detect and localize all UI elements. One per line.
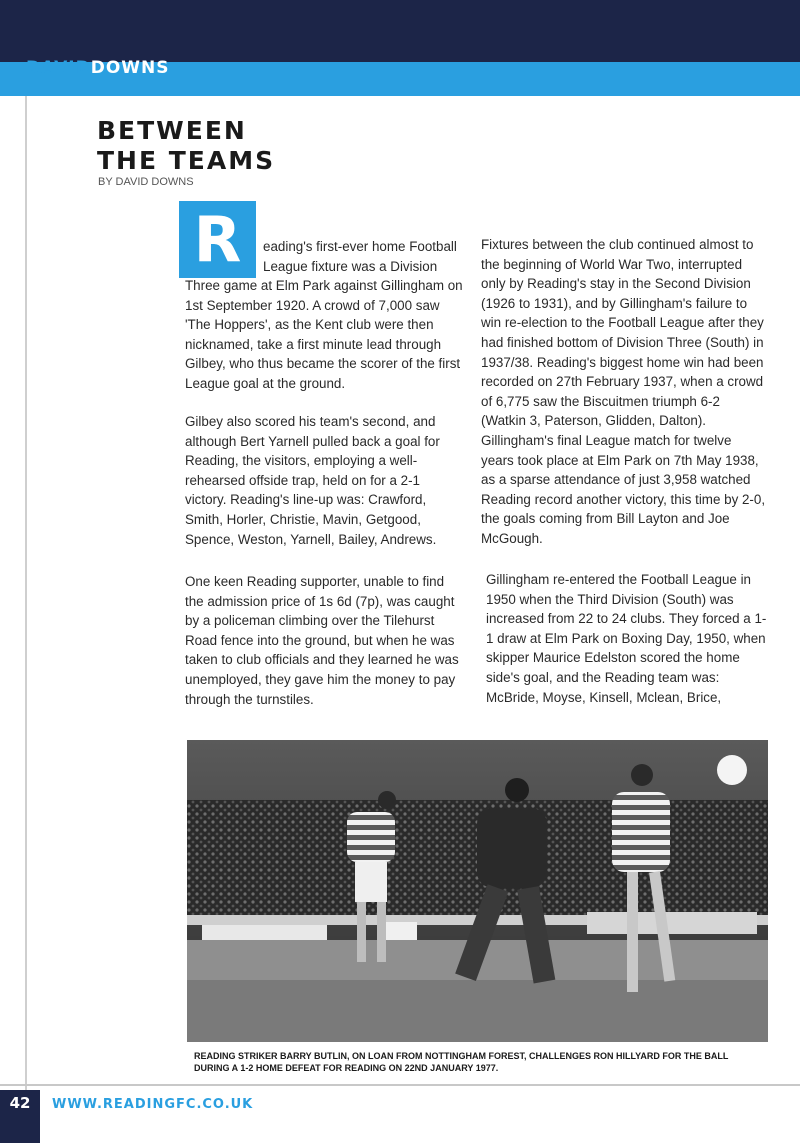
author-last-name: DOWNS — [90, 58, 170, 78]
paragraph-4: Fixtures between the club continued almost to the beginning of World War Two, interrupted only by Reading's stay in the Second Division (1926 to 1931), and by Gillingham's failure to win re-election to the Football League after they had finished bottom of Division Three (South) in 1937/38. Reading's biggest home win had been recorded on 27th February 1937, when a crowd of 6,775 saw the Biscuitmen triumph 6-2 (Watkin 3, Paterson, Glidden, Dalton). Gillingham's final League match for twelve years took place at Elm Park on 7th May 1938, as a sparse attendance of just 3,958 watched Reading record another victory, this time by 2-0, the goals coming from Bill Layton and Joe McGough. — [481, 237, 766, 546]
footer-url-link[interactable]: WWW.READINGFC.CO.UK — [52, 1097, 254, 1112]
author-first-name: DAVID — [26, 58, 91, 78]
paragraph-5: Gillingham re-entered the Football League in 1950 when the Third Division (South) was increased from 22 to 24 clubs. They forced a 1-1 draw at Elm Park on Boxing Day, 1950, when skipper Maurice Edelston scored the home side's goal, and the Reading team was: McBride, Moyse, Kinsell, Mclean, Brice, — [486, 572, 767, 705]
header-navy-band — [0, 0, 800, 62]
byline: BY DAVID DOWNS — [98, 176, 194, 188]
left-margin-rule — [25, 96, 27, 1096]
footer-rule — [0, 1084, 800, 1086]
paragraph-2: Gilbey also scored his team's second, and although Bert Yarnell pulled back a goal for Reading, the visitors, employing a well-rehearsed offside trap, held on for a 2-1 victory. Reading's line-up was: Crawford, Smith, Horler, Christie, Mavin, Getgood, Spence, Weston, Yarnell, Bailey, Andrews. — [185, 414, 440, 547]
paragraph-1-lead: eading's first-ever home Football League fixture was a Division — [263, 239, 457, 274]
paragraph-1-body: Three game at Elm Park against Gillingham on 1st September 1920. A crowd of 7,000 saw 'The Hoppers', as the Kent club were then nicknamed, take a first minute lead through Gilbey, who thus became the scorer of the first League goal at the ground. — [185, 278, 463, 391]
title-line-2: THE TEAMS — [97, 146, 276, 175]
photo-caption: READING STRIKER BARRY BUTLIN, ON LOAN FROM NOTTINGHAM FOREST, CHALLENGES RON HILLYARD FOR THE BALL DURING A 1-2 HOME DEFEAT FOR READING ON 22ND JANUARY 1977. — [194, 1051, 729, 1073]
title-line-1: BETWEEN — [97, 116, 247, 145]
paragraph-3: One keen Reading supporter, unable to find the admission price of 1s 6d (7p), was caught by a policeman climbing over the Tilehurst Road fence into the ground, but when he was taken to club officials and they learned he was unemployed, they gave him the money to pay through the turnstiles. — [185, 574, 459, 707]
article-title — [97, 116, 275, 176]
drop-cap: R — [179, 201, 256, 278]
section-author-label — [26, 58, 170, 78]
match-photo — [187, 740, 768, 1042]
page-number: 42 — [9, 1094, 31, 1112]
